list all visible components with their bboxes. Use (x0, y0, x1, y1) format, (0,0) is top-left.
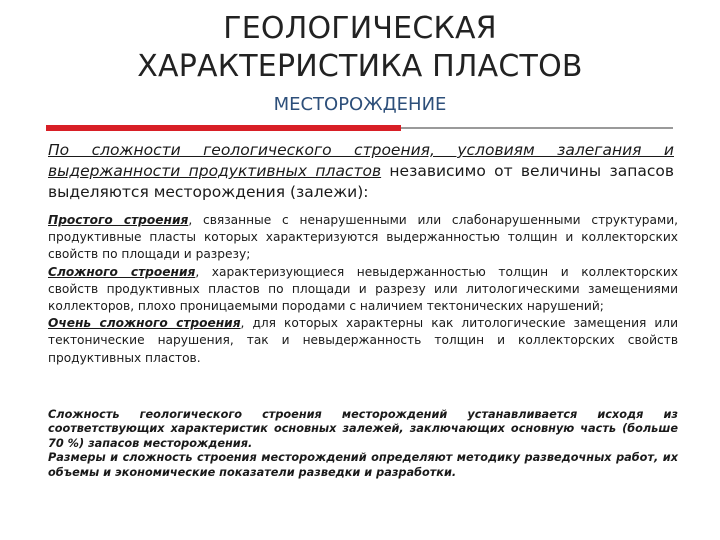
slide-subtitle: МЕСТОРОЖДЕНИЕ (273, 94, 447, 115)
deposit-type-description: , связанные с ненарушенными или слабонарушенными структурами, продуктивные пласты которых характеризуются выдержанностью толщин и коллекторских свойств по площади и разрезу; (48, 213, 678, 262)
intro-underlined-text: По сложности геологического строения, условиям залегания и выдержанности продуктивных пластов (48, 141, 674, 180)
deposit-type-very-complex (48, 315, 678, 367)
deposit-type-simple (48, 212, 678, 264)
deposit-type-term: Простого строения (48, 213, 189, 227)
deposit-type-description: , характеризующиеся невыдержанностью толщин и коллекторских свойств продуктивных пластов по площади и разрезу или литологическими замещениями коллекторов, плохо проницаемыми породами с наличием тектонических нарушений; (48, 264, 678, 314)
notes-block (48, 408, 678, 480)
deposit-type-complex (48, 264, 678, 316)
deposit-type-term: Сложного строения (48, 264, 196, 279)
note-paragraph-2: Размеры и сложность строения месторождений определяют методику разведочных работ, их объемы и экономические показатели разведки и разработки. (48, 451, 678, 479)
accent-divider-gray (401, 127, 673, 129)
intro-paragraph (48, 140, 674, 203)
accent-divider-red (46, 125, 401, 131)
title-line-2: ХАРАКТЕРИСТИКА ПЛАСТОВ (137, 49, 583, 84)
intro-rest-text: независимо от величины запасов выделяются месторождения (залежи): (48, 162, 674, 201)
title-line-1: ГЕОЛОГИЧЕСКАЯ (223, 11, 497, 46)
deposit-types-list (48, 212, 678, 367)
slide-title (60, 10, 660, 86)
deposit-type-term: Очень сложного строения (48, 316, 241, 331)
deposit-type-description: , для которых характерны как литологические замещения или тектонические нарушения, так и невыдержанность толщин и коллекторских свойств продуктивных пластов. (48, 316, 678, 365)
note-paragraph-1: Сложность геологического строения месторождений устанавливается исходя из соответствующих характеристик основных залежей, заключающих основную часть (больше 70 %) запасов месторождения. (48, 408, 678, 450)
